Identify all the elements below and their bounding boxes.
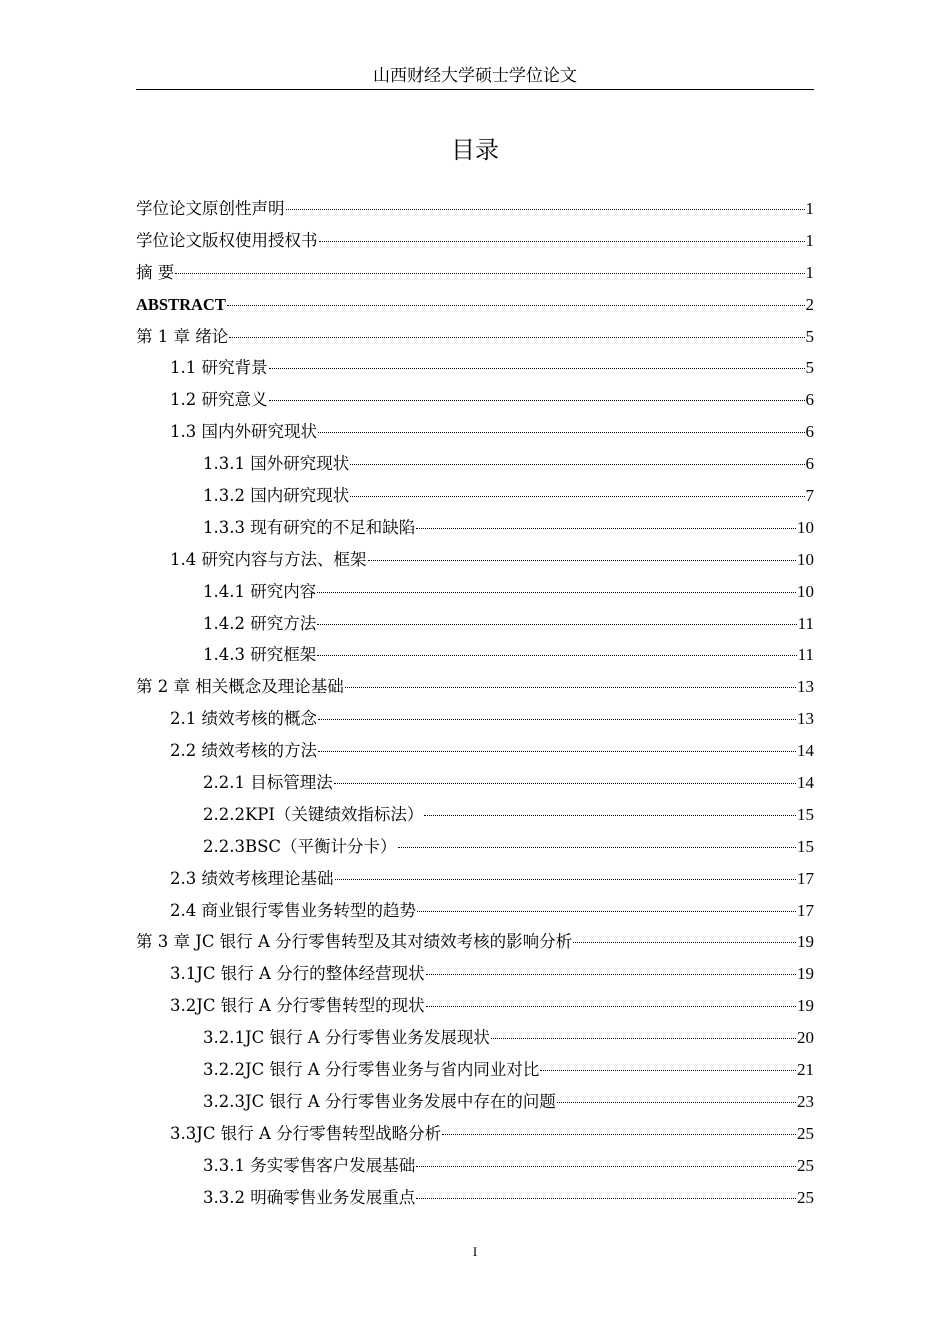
toc-entry-page: 20 (797, 1028, 814, 1048)
dot-leader (368, 560, 797, 561)
header-rule (136, 89, 814, 90)
toc-entry-label: 3.2.2JC 银行 A 分行零售业务与省内同业对比 (203, 1060, 540, 1080)
toc-entry-label: 1.3.3 现有研究的不足和缺陷 (203, 517, 416, 537)
dot-leader (269, 400, 805, 401)
toc-entry-label: 2.2.3BSC（平衡计分卡） (203, 836, 397, 856)
toc-entry-label: 3.2.3JC 银行 A 分行零售业务发展中存在的问题 (203, 1091, 556, 1111)
toc-entry-page: 25 (797, 1123, 814, 1143)
toc-entry-page: 1 (805, 199, 814, 218)
toc-entry[interactable] (136, 544, 814, 576)
toc-entry[interactable] (136, 321, 814, 353)
toc-entry[interactable] (136, 926, 814, 958)
toc-title: 目录 (451, 136, 499, 164)
toc-entry-page: 14 (797, 741, 814, 761)
running-header: 山西财经大学硕士学位论文 (373, 66, 577, 86)
toc-entry[interactable] (136, 863, 814, 895)
toc-entry[interactable] (136, 1182, 814, 1214)
dot-leader (426, 974, 796, 975)
toc-entry[interactable] (136, 576, 814, 608)
toc-entry[interactable] (136, 225, 814, 257)
toc-entry-page: 25 (797, 1155, 814, 1175)
toc-entry-label: 3.3.1 务实零售客户发展基础 (203, 1155, 416, 1175)
toc-entry-page: 6 (805, 454, 814, 474)
toc-entry[interactable] (136, 831, 814, 863)
toc-entry[interactable] (136, 639, 814, 671)
toc-entry-label: 第 1 章 绪论 (136, 326, 229, 346)
toc-entry-page: 19 (797, 932, 814, 952)
toc-entry[interactable] (136, 448, 814, 480)
dot-leader (416, 1166, 796, 1167)
toc-entry[interactable] (136, 671, 814, 703)
dot-leader (398, 847, 796, 848)
toc-entry-label: 1.4.1 研究内容 (203, 581, 317, 601)
toc-entry-label: 2.4 商业银行零售业务转型的趋势 (170, 900, 416, 920)
toc-entry-label: 1.1 研究背景 (170, 358, 268, 378)
toc-entry-page: 6 (805, 390, 814, 410)
dot-leader (416, 528, 796, 529)
toc-entry-page: 10 (797, 549, 814, 569)
page-number: I (472, 1244, 478, 1259)
toc-entry-label: 2.2.1 目标管理法 (203, 773, 333, 793)
toc-entry-page: 23 (797, 1091, 814, 1111)
toc-entry[interactable] (136, 767, 814, 799)
dot-leader (350, 464, 804, 465)
toc-entry-label: 学位论文原创性声明 (136, 199, 285, 218)
dot-leader (317, 592, 796, 593)
toc-entry-page: 11 (797, 645, 814, 665)
dot-leader (442, 1134, 796, 1135)
dot-leader (424, 815, 796, 816)
dot-leader (317, 655, 796, 656)
toc-entry-label: 3.1JC 银行 A 分行的整体经营现状 (170, 964, 425, 984)
toc-entry[interactable] (136, 384, 814, 416)
dot-leader (227, 305, 805, 306)
toc-entry[interactable] (136, 958, 814, 990)
toc-entry-label: 3.2JC 银行 A 分行零售转型的现状 (170, 996, 425, 1016)
dot-leader (269, 368, 805, 369)
dot-leader (334, 783, 796, 784)
dot-leader (319, 241, 805, 242)
toc-entry-label: 2.2 绩效考核的方法 (170, 741, 317, 761)
toc-entry-label: 1.4.3 研究框架 (203, 645, 317, 665)
toc-entry-label: 3.3.2 明确零售业务发展重点 (203, 1187, 416, 1207)
toc-entry[interactable] (136, 416, 814, 448)
toc-entry-label: 1.2 研究意义 (170, 390, 268, 410)
toc-entry-page: 19 (797, 996, 814, 1016)
dot-leader (540, 1070, 796, 1071)
toc-entry-label: 2.1 绩效考核的概念 (170, 709, 317, 729)
toc-entry-label: 第 3 章 JC 银行 A 分行零售转型及其对绩效考核的影响分析 (136, 932, 573, 952)
toc-entry[interactable] (136, 735, 814, 767)
toc-entry[interactable] (136, 990, 814, 1022)
toc-entry[interactable] (136, 289, 814, 321)
toc-entry-page: 11 (797, 613, 814, 633)
dot-leader (417, 911, 796, 912)
toc-entry[interactable] (136, 1022, 814, 1054)
toc-entry-page: 21 (797, 1060, 814, 1080)
toc-entry[interactable] (136, 895, 814, 927)
dot-leader (317, 624, 796, 625)
table-of-contents (136, 193, 814, 1214)
toc-entry[interactable] (136, 799, 814, 831)
toc-entry[interactable] (136, 352, 814, 384)
dot-leader (557, 1102, 796, 1103)
dot-leader (416, 1198, 796, 1199)
toc-entry-page: 1 (805, 230, 814, 250)
toc-entry[interactable] (136, 703, 814, 735)
toc-entry-label: 1.3.1 国外研究现状 (203, 454, 350, 474)
dot-leader (335, 879, 797, 880)
toc-entry-label: ABSTRACT (136, 294, 226, 314)
toc-entry-label: 3.3JC 银行 A 分行零售转型战略分析 (170, 1123, 442, 1143)
toc-entry-page: 17 (797, 900, 814, 920)
toc-entry-page: 15 (797, 836, 814, 856)
dot-leader (318, 432, 805, 433)
toc-entry[interactable] (136, 608, 814, 640)
toc-entry-label: 1.3 国内外研究现状 (170, 422, 317, 442)
toc-entry[interactable] (136, 1086, 814, 1118)
toc-entry-page: 10 (797, 517, 814, 537)
toc-entry[interactable] (136, 1150, 814, 1182)
dot-leader (318, 751, 796, 752)
toc-entry-page: 25 (797, 1187, 814, 1207)
toc-entry-label: 3.2.1JC 银行 A 分行零售业务发展现状 (203, 1028, 490, 1048)
toc-entry-label: 摘 要 (136, 262, 175, 282)
toc-entry-label: 1.4 研究内容与方法、框架 (170, 549, 367, 569)
toc-entry[interactable] (136, 1118, 814, 1150)
toc-entry[interactable] (136, 257, 814, 289)
dot-leader (286, 209, 805, 210)
toc-entry-label: 1.4.2 研究方法 (203, 613, 317, 633)
toc-entry[interactable] (136, 193, 814, 225)
toc-entry-page: 5 (805, 358, 814, 378)
toc-entry-label: 第 2 章 相关概念及理论基础 (136, 677, 344, 697)
toc-entry[interactable] (136, 1054, 814, 1086)
toc-entry-page: 2 (805, 294, 814, 314)
toc-entry-page: 6 (805, 422, 814, 442)
toc-entry-label: 1.3.2 国内研究现状 (203, 486, 350, 506)
toc-entry[interactable] (136, 512, 814, 544)
toc-entry-page: 5 (805, 326, 814, 346)
toc-entry-label: 2.2.2KPI（关键绩效指标法） (203, 804, 424, 824)
toc-entry-label: 学位论文版权使用授权书 (136, 230, 318, 250)
toc-entry-page: 1 (805, 262, 814, 282)
toc-entry-page: 13 (797, 709, 814, 729)
toc-entry-page: 13 (797, 677, 814, 697)
dot-leader (491, 1038, 796, 1039)
dot-leader (229, 337, 804, 338)
toc-entry-page: 17 (797, 868, 814, 888)
toc-entry-page: 14 (797, 773, 814, 793)
dot-leader (350, 496, 804, 497)
toc-entry[interactable] (136, 480, 814, 512)
toc-entry-page: 10 (797, 581, 814, 601)
toc-entry-label: 2.3 绩效考核理论基础 (170, 868, 334, 888)
dot-leader (573, 942, 796, 943)
dot-leader (426, 1006, 796, 1007)
toc-entry-page: 7 (805, 486, 814, 506)
dot-leader (345, 687, 796, 688)
dot-leader (318, 719, 796, 720)
toc-entry-page: 19 (797, 964, 814, 984)
dot-leader (175, 273, 804, 274)
toc-entry-page: 15 (797, 804, 814, 824)
